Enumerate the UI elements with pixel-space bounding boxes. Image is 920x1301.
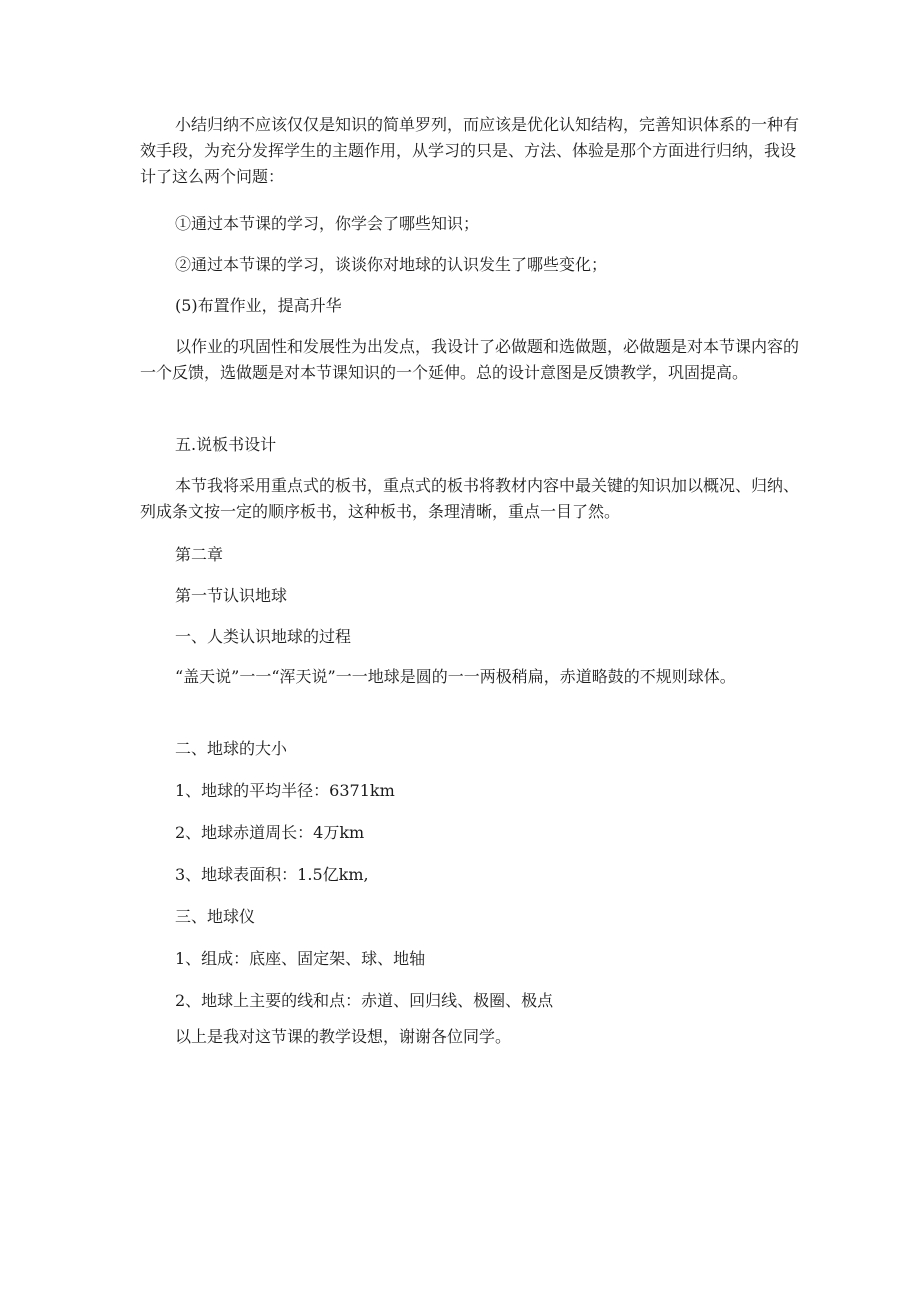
topic-heading-3: 三、地球仪 [175, 907, 256, 926]
paragraph-earth-theories: “盖天说”一一“浑天说”一一地球是圆的一一两极稍扁，赤道略鼓的不规则球体。 [175, 667, 736, 686]
section-homework-heading: (5)布置作业，提高升华 [175, 296, 342, 315]
paragraph-homework: 以作业的巩固性和发展性为出发点，我设计了必做题和选做题，必做题是对本节课内容的一个反馈，选做题是对本节课知识的一个延伸。总的设计意图是反馈教学，巩固提高。 [140, 337, 800, 382]
item-globe-lines: 2、地球上主要的线和点：赤道、回归线、极圈、极点 [175, 991, 554, 1010]
section-blackboard-heading: 五.说板书设计 [175, 435, 277, 454]
topic-heading-2: 二、地球的大小 [175, 739, 288, 758]
question-two: ②通过本节课的学习，谈谈你对地球的认识发生了哪些变化； [175, 255, 608, 274]
chapter-heading: 第二章 [175, 545, 224, 564]
item-globe-components: 1、组成：底座、固定架、球、地轴 [175, 949, 426, 968]
item-circumference: 2、地球赤道周长：4万km [175, 823, 365, 842]
paragraph-blackboard: 本节我将采用重点式的板书，重点式的板书将教材内容中最关键的知识加以概况、归纳、列成条文按一定的顺序板书，这种板书，条理清晰，重点一目了然。 [140, 476, 800, 521]
closing-sentence: 以上是我对这节课的教学设想，谢谢各位同学。 [175, 1027, 512, 1046]
item-surface-area: 3、地球表面积：1.5亿km, [175, 865, 369, 884]
topic-heading-1: 一、人类认识地球的过程 [175, 627, 352, 646]
item-radius: 1、地球的平均半径：6371km [175, 781, 395, 800]
question-one: ①通过本节课的学习，你学会了哪些知识； [175, 214, 480, 233]
paragraph-summary: 小结归纳不应该仅仅是知识的简单罗列，而应该是优化认知结构，完善知识体系的一种有效手段，为充分发挥学生的主题作用，从学习的只是、方法、体验是那个方面进行归纳，我设计了这么两个问题： [140, 115, 800, 186]
section-heading: 第一节认识地球 [175, 586, 288, 605]
